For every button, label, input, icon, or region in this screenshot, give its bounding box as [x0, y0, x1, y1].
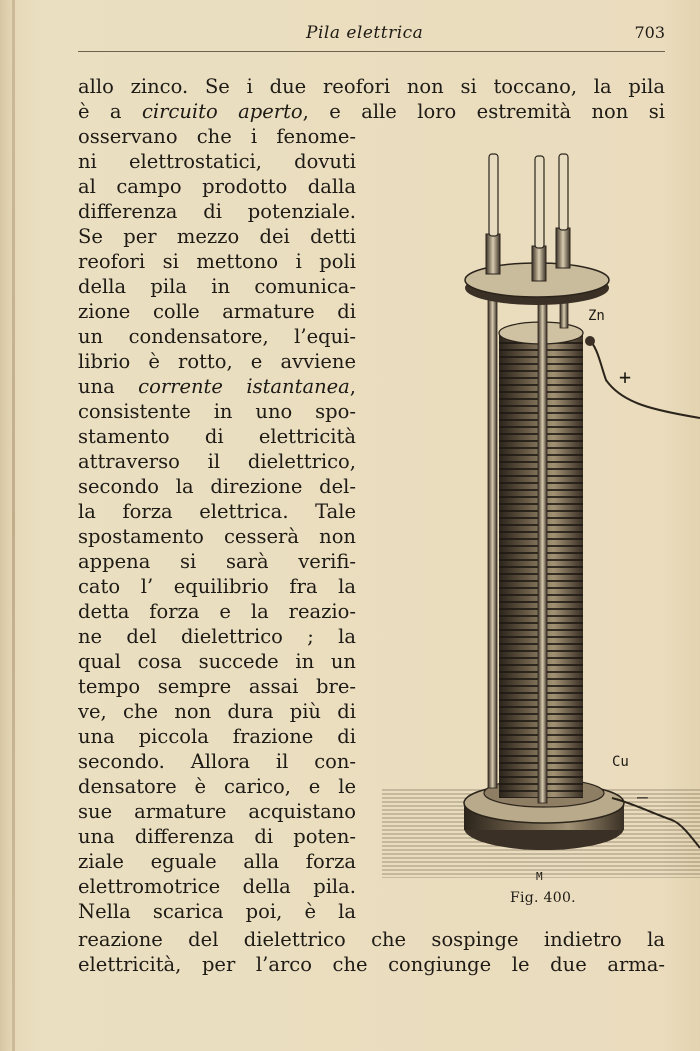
text-line: qual cosa succede in un [78, 650, 356, 673]
text-line: attraverso il dielettrico, [78, 450, 356, 473]
text-line: ve, che non dura più di [78, 700, 356, 723]
text-line: detta forza e la reazio- [78, 600, 356, 623]
figure-caption: Fig. 400. [510, 890, 576, 906]
text-line: secondo la direzione del- [78, 475, 356, 498]
text-line: ni elettrostatici, dovuti [78, 150, 356, 173]
text-line: una corrente istantanea, [78, 375, 356, 398]
text-line: Se per mezzo dei detti [78, 225, 356, 248]
text-line: elettricità, per l’arco che congiunge le due arma- [78, 953, 665, 976]
text-line: zione colle armature di [78, 300, 356, 323]
text-line: Nella scarica poi, è la [78, 900, 356, 923]
text-line: reofori si mettono i poli [78, 250, 356, 273]
text-line: appena si sarà verifi- [78, 550, 356, 573]
text-line: librio è rotto, e avviene [78, 350, 356, 373]
text-line: tempo sempre assai bre- [78, 675, 356, 698]
text-line: una differenza di poten- [78, 825, 356, 848]
label-minus: — [637, 787, 648, 808]
zinc-terminal [585, 336, 595, 346]
text-line: la forza elettrica. Tale [78, 500, 356, 523]
header-rule [78, 51, 665, 52]
text-line: della pila in comunica- [78, 275, 356, 298]
text-line: ne del dielettrico ; la [78, 625, 356, 648]
label-cu: Cu [612, 754, 629, 770]
text-line: secondo. Allora il con- [78, 750, 356, 773]
text-line: elettromotrice della pila. [78, 875, 356, 898]
text-line: spostamento cesserà non [78, 525, 356, 548]
running-title: Pila elettrica [306, 23, 424, 43]
text-line: cato l’ equilibrio fra la [78, 575, 356, 598]
voltaic-pile-illustration [382, 148, 700, 890]
text-line: un condensatore, l’equi- [78, 325, 356, 348]
text-line: è a circuito aperto, e alle loro estremità non si [78, 100, 665, 123]
text-line: reazione del dielettrico che sospinge indietro la [78, 928, 665, 951]
text-line: una piccola frazione di [78, 725, 356, 748]
page-header [78, 22, 665, 50]
text-line: osservano che i fenome- [78, 125, 356, 148]
text-line: allo zinco. Se i due reofori non si toccano, la pila [78, 75, 665, 98]
text-line: differenza di potenziale. [78, 200, 356, 223]
text-line: al campo prodotto dalla [78, 175, 356, 198]
wires [588, 338, 700, 848]
text-line: sue armature acquistano [78, 800, 356, 823]
book-gutter [12, 0, 15, 1051]
text-line: ziale eguale alla forza [78, 850, 356, 873]
text-line: densatore è carico, e le [78, 775, 356, 798]
insulating-posts [486, 154, 570, 281]
text-line: consistente in uno spo- [78, 400, 356, 423]
label-m: M [536, 870, 543, 883]
text-line: stamento di elettricità [78, 425, 356, 448]
page-number: 703 [634, 23, 665, 42]
label-plus: + [619, 365, 632, 389]
label-zn: Zn [588, 308, 605, 324]
